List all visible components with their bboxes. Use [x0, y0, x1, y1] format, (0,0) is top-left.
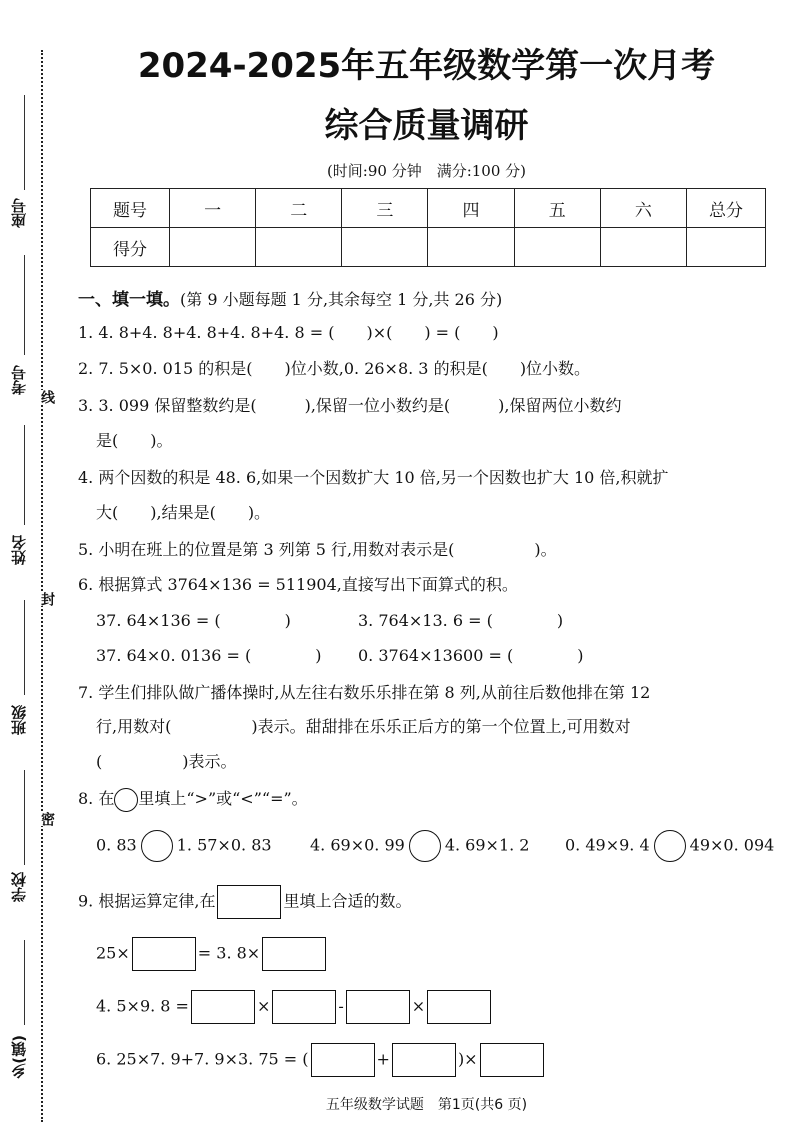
question-8a	[96, 830, 272, 862]
q9b-left: 4. 5×9. 8 =	[96, 996, 189, 1016]
q8a-right: 1. 57×0. 83	[176, 835, 272, 855]
township-line[interactable]	[24, 940, 25, 1025]
seal-char-line: 线	[39, 390, 55, 404]
q9c-right: )×	[457, 1049, 478, 1069]
section1-heading	[78, 285, 502, 310]
answer-box-9a-2[interactable]	[262, 937, 326, 971]
answer-box-9c-1[interactable]	[311, 1043, 375, 1077]
cell-score-label: 得分	[91, 228, 170, 267]
question-5: 5. 小明在班上的位置是第 3 列第 5 行,用数对表示是( )。	[78, 540, 557, 559]
cell-part-4: 四	[428, 189, 514, 228]
q9c-left: 6. 25×7. 9+7. 9×3. 75 = (	[96, 1049, 309, 1069]
question-8c	[565, 830, 774, 862]
score-table	[90, 188, 766, 267]
score-input-4[interactable]	[428, 228, 514, 267]
score-input-6[interactable]	[600, 228, 686, 267]
compare-circle-b[interactable]	[409, 830, 441, 862]
question-9	[78, 885, 411, 919]
cell-part-2: 二	[256, 189, 342, 228]
q8c-right: 49×0. 094	[689, 835, 775, 855]
q8b-left: 4. 69×0. 99	[310, 835, 405, 855]
cell-part-1: 一	[170, 189, 256, 228]
answer-box-9c-2[interactable]	[392, 1043, 456, 1077]
seal-char-seal: 封	[39, 592, 55, 606]
question-8-suffix: 里填上“>”或“<”“=”。	[138, 789, 308, 808]
circle-icon	[114, 788, 138, 812]
question-3-line2: 是( )。	[96, 431, 173, 450]
class-label: 班级	[10, 705, 28, 735]
exam-number-label: 考号	[10, 365, 28, 395]
class-line[interactable]	[24, 600, 25, 695]
question-6b: 3. 764×13. 6 = ( )	[358, 611, 564, 630]
question-4-line2: 大( ),结果是( )。	[96, 503, 271, 522]
answer-box-9c-3[interactable]	[480, 1043, 544, 1077]
answer-box-9a-1[interactable]	[132, 937, 196, 971]
question-6c: 37. 64×0. 0136 = ( )	[96, 646, 322, 665]
q9a-left: 25×	[96, 943, 130, 963]
question-3-line1: 3. 3. 099 保留整数约是( ),保留一位小数约是( ),保留两位小数约	[78, 396, 622, 415]
question-6: 6. 根据算式 3764×136 = 511904,直接写出下面算式的积。	[78, 575, 518, 594]
answer-box-9b-1[interactable]	[191, 990, 255, 1024]
score-input-1[interactable]	[170, 228, 256, 267]
score-input-2[interactable]	[256, 228, 342, 267]
question-7-line2: 行,用数对( )表示。甜甜排在乐乐正后方的第一个位置上,可用数对	[96, 717, 631, 736]
cell-question-number: 题号	[91, 189, 170, 228]
subtitle: (时间:90 分钟 满分:100 分)	[326, 162, 527, 180]
answer-box-9b-2[interactable]	[272, 990, 336, 1024]
name-label: 姓名	[10, 535, 28, 565]
cell-part-5: 五	[514, 189, 600, 228]
question-6d: 0. 3764×13600 = ( )	[358, 646, 584, 665]
township-label: 乡(镇)	[10, 1035, 28, 1079]
binding-dotted-line	[41, 50, 43, 1122]
question-6a: 37. 64×136 = ( )	[96, 611, 291, 630]
name-line[interactable]	[24, 425, 25, 525]
question-7-line1: 7. 学生们排队做广播体操时,从左往右数乐乐排在第 8 列,从前往后数他排在第 12	[78, 683, 651, 702]
cell-part-6: 六	[600, 189, 686, 228]
question-9-suffix: 里填上合适的数。	[283, 891, 412, 911]
score-input-total[interactable]	[687, 228, 766, 267]
answer-box-9b-4[interactable]	[427, 990, 491, 1024]
q8c-left: 0. 49×9. 4	[565, 835, 650, 855]
section1-note: (第 9 小题每题 1 分,其余每空 1 分,共 26 分)	[180, 290, 503, 309]
score-table-header-row	[91, 189, 766, 228]
q9b-minus: -	[338, 996, 344, 1016]
answer-box-9b-3[interactable]	[346, 990, 410, 1024]
question-9-prefix: 9. 根据运算定律,在	[78, 891, 216, 911]
score-input-3[interactable]	[342, 228, 428, 267]
section1-title: 一、填一填。	[78, 290, 180, 310]
compare-circle-c[interactable]	[654, 830, 686, 862]
score-table-score-row	[91, 228, 766, 267]
school-label: 学校	[10, 872, 28, 902]
question-7-line3: ( )表示。	[96, 752, 237, 771]
cell-part-3: 三	[342, 189, 428, 228]
seal-char-secret: 密	[39, 812, 55, 826]
title-line2: 综合质量调研	[324, 106, 529, 146]
q9c-plus: +	[376, 1049, 390, 1069]
exam-number-line[interactable]	[24, 255, 25, 355]
question-9a	[96, 937, 328, 971]
question-8	[78, 786, 308, 812]
page-footer: 五年级数学试题 第1页(共6 页)	[325, 1097, 528, 1113]
q8a-left: 0. 83	[96, 835, 137, 855]
seat-number-label: 座号	[10, 198, 28, 228]
box-icon	[217, 885, 281, 919]
title-line1: 2024-2025年五年级数学第一次月考	[137, 46, 716, 86]
question-8-prefix: 8. 在	[78, 789, 115, 808]
question-2: 2. 7. 5×0. 015 的积是( )位小数,0. 26×8. 3 的积是( )位小数。	[78, 359, 591, 378]
question-1: 1. 4. 8+4. 8+4. 8+4. 8+4. 8 = ( )×( ) = ( )	[78, 323, 499, 342]
question-4-line1: 4. 两个因数的积是 48. 6,如果一个因数扩大 10 倍,另一个因数也扩大 10 倍,积就扩	[78, 468, 669, 487]
cell-total: 总分	[687, 189, 766, 228]
question-8b	[310, 830, 529, 862]
question-9c	[96, 1043, 546, 1077]
q9a-middle: = 3. 8×	[197, 943, 261, 963]
question-9b	[96, 990, 493, 1024]
score-input-5[interactable]	[514, 228, 600, 267]
q9b-times-2: ×	[411, 996, 426, 1016]
school-line[interactable]	[24, 770, 25, 865]
compare-circle-a[interactable]	[141, 830, 173, 862]
q9b-times-1: ×	[256, 996, 271, 1016]
q8b-right: 4. 69×1. 2	[444, 835, 530, 855]
